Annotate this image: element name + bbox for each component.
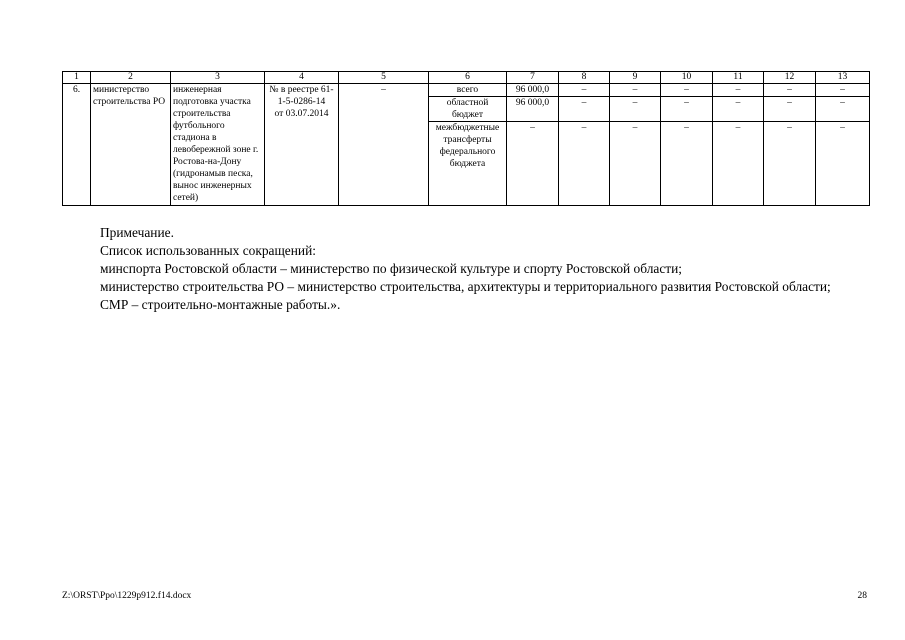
value-cell: – — [610, 84, 661, 97]
program-table — [62, 71, 870, 206]
value-cell: – — [816, 84, 870, 97]
abbreviation-item: министерство строительства РО – министерство строительства, архитектуры и территориального развития Ростовской области; — [100, 279, 831, 294]
col-header-13: 13 — [816, 72, 870, 84]
registry-number: № в реестре 61-1-5-0286-14 — [269, 85, 334, 107]
value-cell: – — [713, 84, 764, 97]
page-number: 28 — [857, 591, 867, 601]
value-cell: – — [764, 97, 816, 122]
value-cell: – — [507, 122, 559, 206]
col-header-7: 7 — [507, 72, 559, 84]
source-name: всего — [429, 84, 507, 97]
value-cell: – — [713, 97, 764, 122]
col-header-11: 11 — [713, 72, 764, 84]
value-cell: – — [661, 84, 713, 97]
value-cell: – — [610, 122, 661, 206]
table-row — [63, 84, 870, 97]
col-header-3: 3 — [171, 72, 265, 84]
source-name: областной бюджет — [429, 97, 507, 122]
row-number: 6. — [63, 84, 91, 206]
value-cell: 96 000,0 — [507, 84, 559, 97]
executor-cell: министерство строительства РО — [91, 84, 171, 206]
value-cell: – — [559, 84, 610, 97]
value-cell: – — [713, 122, 764, 206]
col5-cell: – — [339, 84, 429, 206]
value-cell: – — [661, 97, 713, 122]
col-header-4: 4 — [265, 72, 339, 84]
registry-date: от 03.07.2014 — [274, 109, 329, 119]
col-header-2: 2 — [91, 72, 171, 84]
note-title: Примечание. — [100, 225, 174, 240]
value-cell: 96 000,0 — [507, 97, 559, 122]
col-header-1: 1 — [63, 72, 91, 84]
value-cell: – — [559, 122, 610, 206]
col-header-9: 9 — [610, 72, 661, 84]
value-cell: – — [661, 122, 713, 206]
object-cell: инженерная подготовка участка строительства футбольного стадиона в левобережной зоне г. Ростова-на-Дону (гидронамыв песка, вынос инженерных сетей) — [171, 84, 265, 206]
value-cell: – — [610, 97, 661, 122]
note-subtitle: Список использованных сокращений: — [100, 243, 316, 258]
footer-file-path: Z:\ORST\Ppo\1229p912.f14.docx — [62, 591, 192, 601]
col-header-8: 8 — [559, 72, 610, 84]
value-cell: – — [816, 122, 870, 206]
value-cell: – — [764, 122, 816, 206]
value-cell: – — [559, 97, 610, 122]
value-cell: – — [816, 97, 870, 122]
source-name: межбюджетные трансферты федерального бюджета — [429, 122, 507, 206]
col-header-10: 10 — [661, 72, 713, 84]
abbreviation-item: минспорта Ростовской области – министерство по физической культуре и спорту Ростовской области; — [100, 261, 683, 276]
header-row — [63, 72, 870, 84]
col-header-6: 6 — [429, 72, 507, 84]
value-cell: – — [764, 84, 816, 97]
col-header-12: 12 — [764, 72, 816, 84]
col-header-5: 5 — [339, 72, 429, 84]
registry-cell — [265, 84, 339, 206]
abbreviation-item: СМР – строительно-монтажные работы.». — [100, 297, 341, 312]
note-section — [62, 224, 869, 314]
